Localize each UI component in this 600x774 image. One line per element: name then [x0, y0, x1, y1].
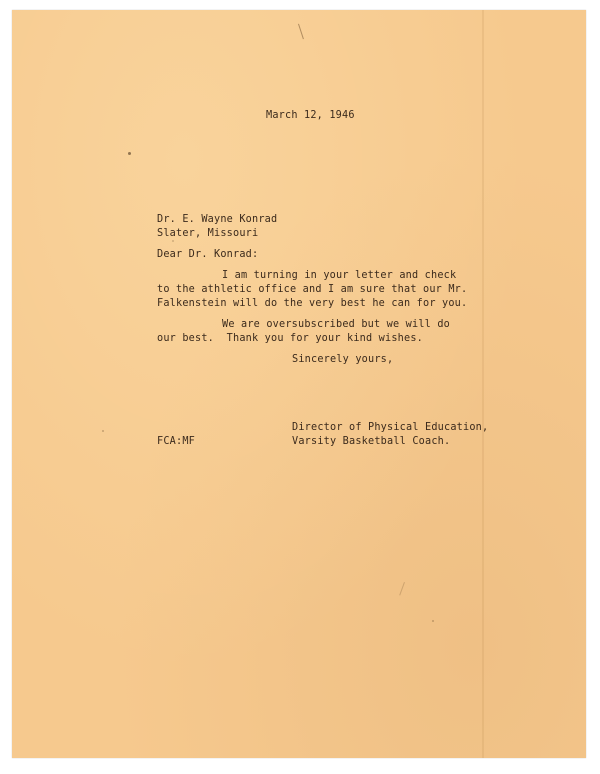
paper-fold-line — [482, 10, 484, 758]
signature-title-line-1: Director of Physical Education, — [292, 422, 489, 433]
paragraph-2-line-1: We are oversubscribed but we will do — [222, 319, 451, 330]
signature-title-line-2: Varsity Basketball Coach. — [292, 436, 451, 447]
recipient-name: Dr. E. Wayne Konrad — [157, 214, 278, 225]
reference-initials: FCA:MF — [157, 436, 196, 447]
paragraph-1-line-3: Falkenstein will do the very best he can for you. — [157, 298, 468, 309]
paper-speck — [432, 620, 434, 622]
recipient-location: Slater, Missouri — [157, 228, 259, 239]
closing: Sincerely yours, — [292, 354, 394, 365]
salutation: Dear Dr. Konrad: — [157, 249, 259, 260]
paper-scratch — [298, 24, 304, 40]
paragraph-1-line-2: to the athletic office and I am sure that our Mr. — [157, 284, 468, 295]
letter-date: March 12, 1946 — [266, 110, 355, 121]
paragraph-1-line-1: I am turning in your letter and check — [222, 270, 457, 281]
paper-scratch — [399, 582, 405, 595]
paragraph-2-line-2: our best. Thank you for your kind wishes. — [157, 333, 424, 344]
paper-speck — [102, 430, 104, 432]
paper-speck — [128, 152, 131, 155]
